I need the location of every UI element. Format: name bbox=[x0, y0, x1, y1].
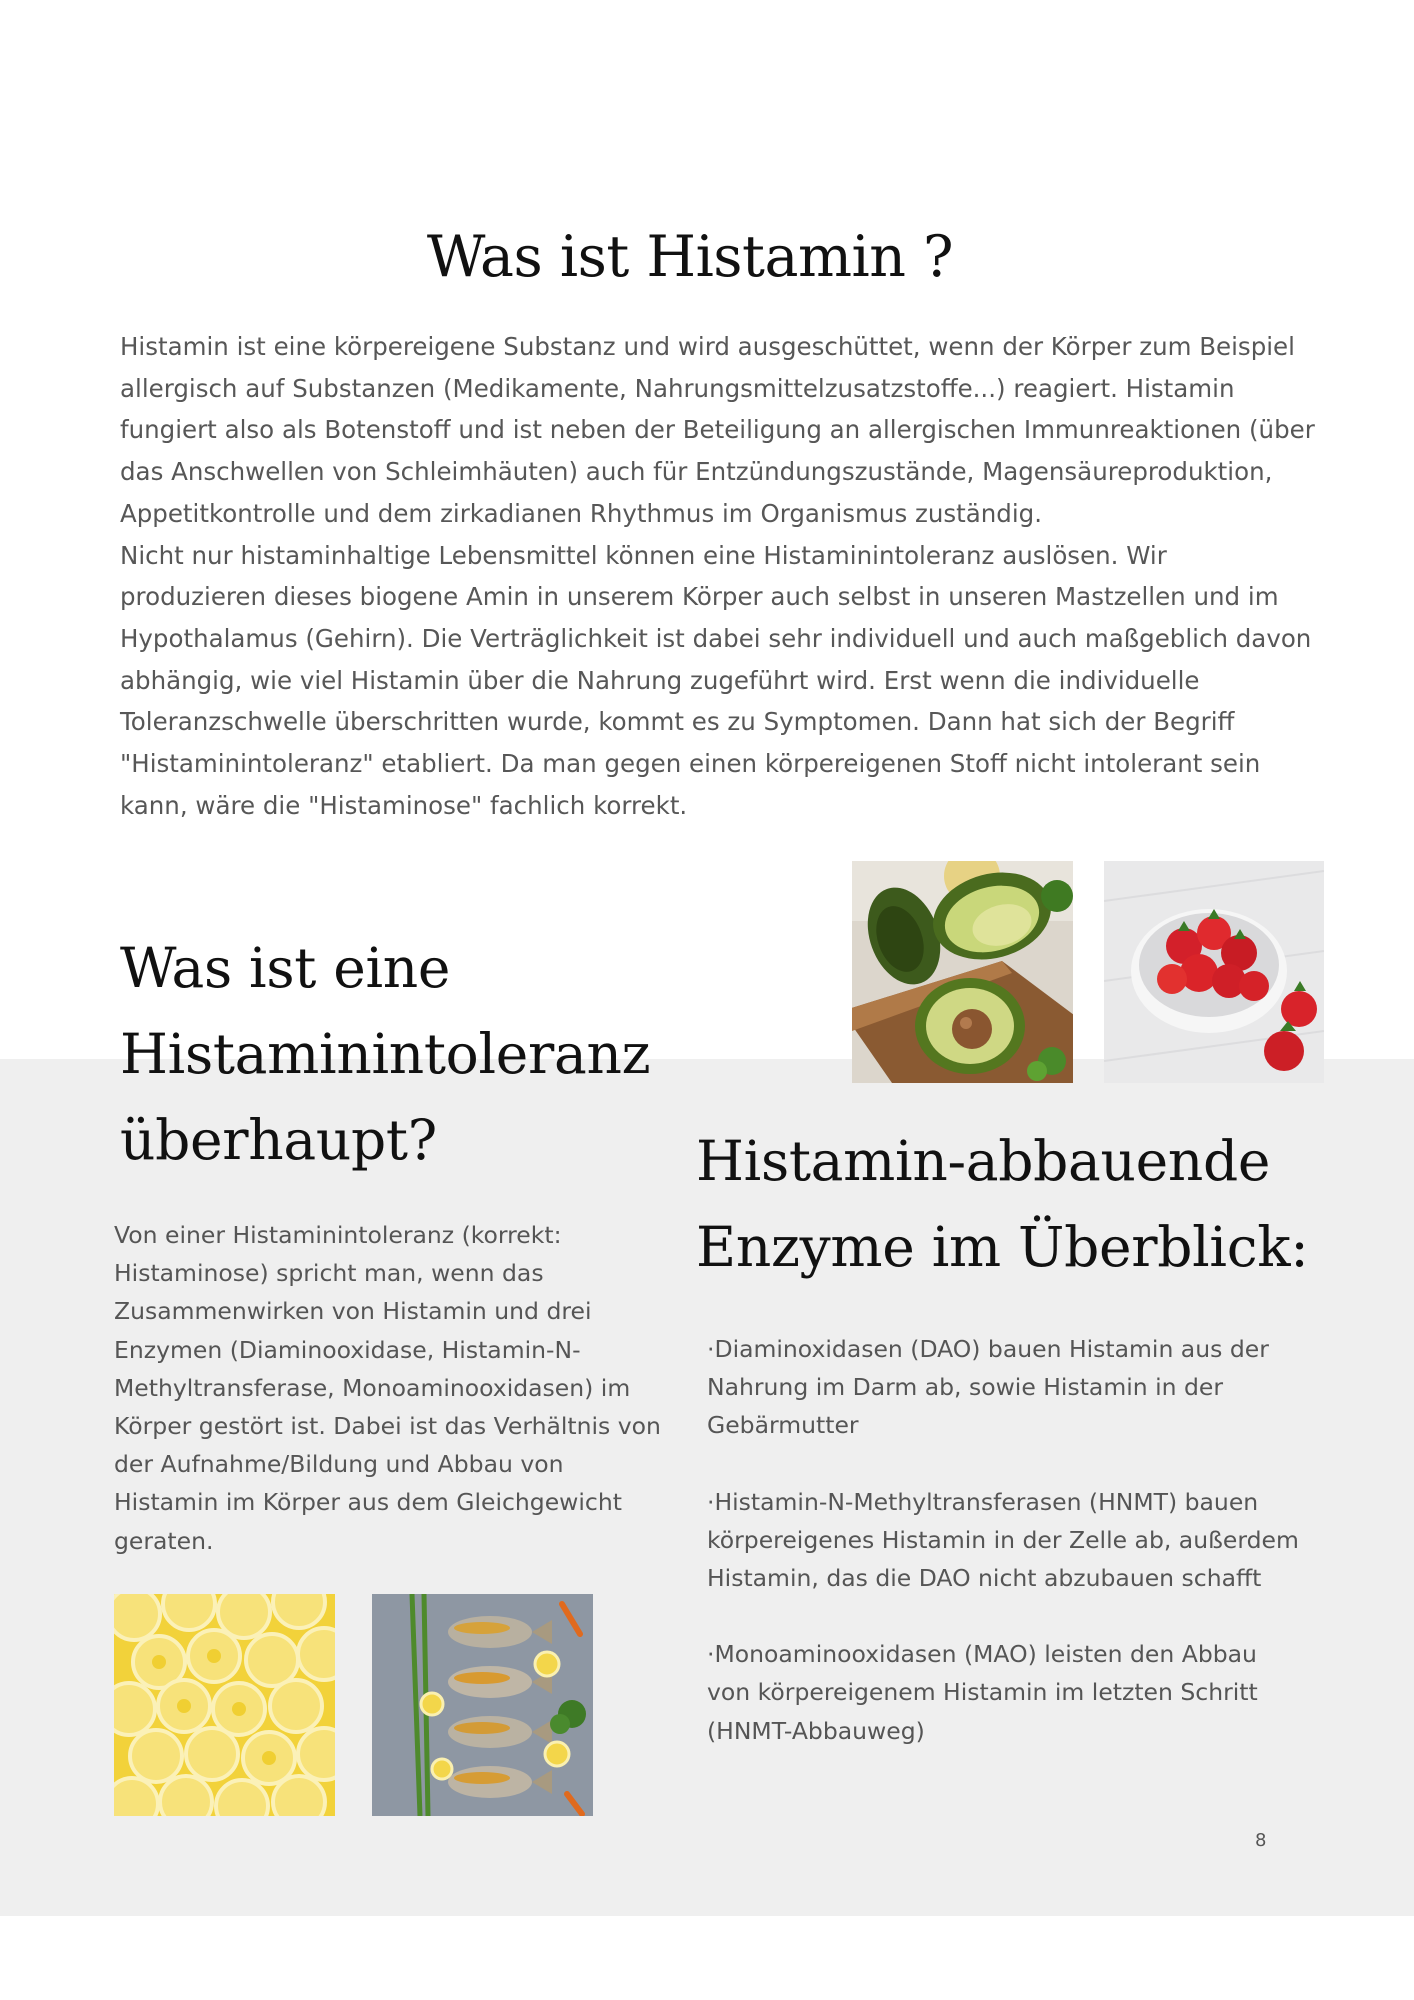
strawberries-image bbox=[1104, 861, 1324, 1083]
page-number: 8 bbox=[1255, 1830, 1267, 1851]
fish-image bbox=[372, 1594, 593, 1816]
intro-text bbox=[120, 326, 1315, 826]
intro-paragraph-2: Nicht nur histaminhaltige Lebensmittel können eine Histaminintoleranz auslösen. Wir produzieren dieses biogene Amin in unserem Körper auch selbst in unseren Mastzellen und im Hypothalamus (Gehirn). Die Verträglichkeit ist dabei sehr individuell und auch maßgeblich davon abhängig, wie viel Histamin über die Nahrung zugeführt wird. Erst wenn die individuelle Toleranzschwelle überschritten wurde, kommt es zu Symptomen. Dann hat sich der Begriff "Histaminintoleranz" etabliert. Da man gegen einen körpereigenen Stoff nicht intolerant sein kann, wäre die "Histaminose" fachlich korrekt. bbox=[120, 540, 1312, 820]
list-item-dao: ·Diaminoxidasen (DAO) bauen Histamin aus der Nahrung im Darm ab, sowie Histamin in der Gebärmutter bbox=[707, 1335, 1269, 1440]
section-title-histaminintoleranz: Was ist eine Histaminintoleranz überhaupt? bbox=[120, 936, 651, 1172]
section-title-enzymes: Histamin-abbauende Enzyme im Überblick: bbox=[696, 1129, 1309, 1279]
histaminintoleranz-text: Von einer Histaminintoleranz (korrekt: Histaminose) spricht man, wenn das Zusammenwirken von Histamin und drei Enzymen (Diaminooxidase, Histamin-N-Methyltransferase, Monoaminooxidasen) im Körper gestört ist. Dabei ist das Verhältnis von der Aufnahme/Bildung und Abbau von Histamin im Körper aus dem Gleichgewicht geraten. bbox=[114, 1221, 661, 1555]
list-item-hnmt: ·Histamin-N-Methyltransferasen (HNMT) bauen körpereigenes Histamin in der Zelle ab, außerdem Histamin, das die DAO nicht abzubauen schafft bbox=[707, 1487, 1299, 1593]
list-item-mao: ·Monoaminooxidasen (MAO) leisten den Abbau von körpereigenem Histamin im letzten Schritt (HNMT-Abbauweg) bbox=[707, 1640, 1258, 1745]
page-title: Was ist Histamin ? bbox=[426, 224, 954, 290]
enzyme-list bbox=[707, 1330, 1307, 1788]
avocado-image bbox=[852, 861, 1073, 1083]
intro-paragraph-1: Histamin ist eine körpereigene Substanz und wird ausgeschüttet, wenn der Körper zum Beispiel allergisch auf Substanzen (Medikamente, Nahrungsmittelzusatzstoffe...) reagiert. Histamin fungiert also als Botenstoff und ist neben der Beteiligung an allergischen Immunreaktionen (über das Anschwellen von Schleimhäuten) auch für Entzündungszustände, Magensäureproduktion, Appetitkontrolle und dem zirkadianen Rhythmus im Organismus zuständig. bbox=[120, 332, 1315, 528]
lemon-slices-image bbox=[114, 1594, 335, 1816]
